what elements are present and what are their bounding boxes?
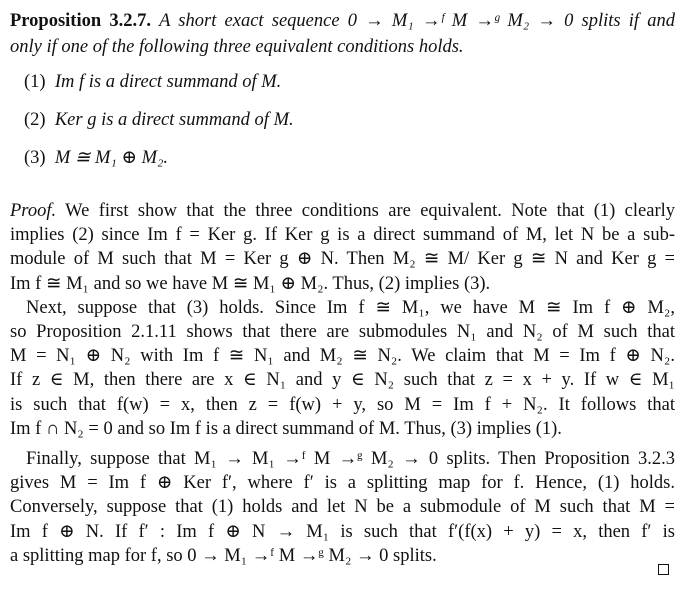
proof-paragraph-3: Finally, suppose that M₁ → M₁ →ᶠ M →ᵍ M₂ → 0 splits. Then Proposition 3.2.3 gives M = Im f ⊕ Ker f′, where f′ is a splitting map for f. Hence, (1) holds. Conversely, suppose that (1) holds and let N be a submodule of M such that M = Im f ⊕ N. If f′ : Im f ⊕ N → M₁ is such that f′(f(x) + y) = x, then f′ is a splitting map for f, so 0 → M₁ →ᶠ M →ᵍ M₂ → 0 splits. xyxy=(10,449,675,566)
proof-label: Proof. xyxy=(10,201,57,221)
proof-paragraph-2: Next, suppose that (3) holds. Since Im f ≅ M₁, we have M ≅ Im f ⊕ M₂, so Proposition 2.1.11 shows that there are submodules N₁ and N₂ of M such that M = N₁ ⊕ N₂ with Im f ≅ N₁ and M₂ ≅ N₂. We claim that M = Im f ⊕ N₂. If z ∈ M, then there are x ∈ N₁ and y ∈ N₂ such that z = x + y. If w ∈ M₁ is such that f(w) = x, then z = f(w) + y, so M = Im f + N₂. It follows that Im f ∩ N₂ = 0 and so Im f is a direct summand of M. Thus, (3) implies (1). xyxy=(10,297,675,439)
proposition-line-2: only if one of the following three equivalent conditions holds. xyxy=(10,37,464,57)
proof-paragraph-1: Proof. We first show that the three conditions are equivalent. Note that (1) clearly implies (2) since Im f = Ker g. If Ker g is a direct summand of M, let N be a sub- module of M such that M = Ker g ⊕ N. Then M₂ ≅ M/ Ker g ≅ N and Ker g = Im f ≅ M₁ and so we have M ≅ M₁ ⊕ M₂. Thus, (2) implies (3). xyxy=(10,201,675,294)
proposition-line-1: A short exact sequence 0 → M₁ →ᶠ M →ᵍ M₂ → 0 splits if and xyxy=(159,11,675,31)
condition-1: (1) Im f is a direct summand of M. xyxy=(24,72,282,92)
condition-2: (2) Ker g is a direct summand of M. xyxy=(24,110,294,130)
qed-square-icon xyxy=(658,564,669,575)
proposition-label: Proposition 3.2.7. xyxy=(10,11,151,31)
proposition-statement xyxy=(10,8,675,60)
condition-3: (3) M ≅ M₁ ⊕ M₂. xyxy=(24,148,169,168)
